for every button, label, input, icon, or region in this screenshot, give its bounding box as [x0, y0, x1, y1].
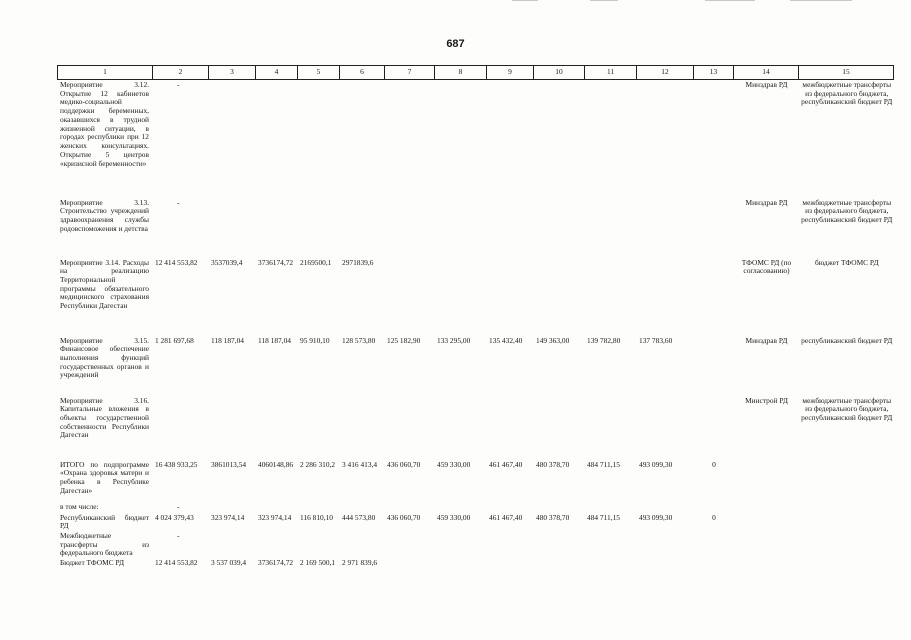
column-header-13: 13 [694, 66, 734, 80]
value-cell: 2169500,1 [300, 257, 332, 267]
value-cell: 4060148,86 [258, 459, 294, 469]
value-cell [298, 531, 340, 558]
value-cell [435, 558, 487, 574]
funding-source: межбюджетные трансферты из федерального бюджета, республиканский бюджет РД [801, 80, 893, 107]
value-cell [694, 531, 734, 558]
value-cell: 3861013,54 [211, 459, 247, 469]
value-cell: 16 438 933,25 [155, 459, 198, 469]
value-cell [209, 198, 256, 258]
table-row [58, 198, 894, 258]
value-cell [694, 80, 734, 198]
value-cell [340, 198, 385, 258]
row-name: Межбюджетные трансферты из федерального бюджета [60, 530, 149, 558]
value-cell [487, 502, 534, 513]
column-header-8: 8 [435, 66, 487, 80]
value-cell [298, 198, 340, 258]
value-cell: 480 378,70 [536, 459, 570, 469]
value-cell [298, 80, 340, 198]
value-cell [487, 198, 534, 258]
column-header-15: 15 [799, 66, 894, 80]
funding-source: межбюджетные трансферты из федерального бюджета, республиканский бюджет РД [801, 197, 893, 224]
responsible-org [734, 513, 799, 531]
scan-artifact-line [705, 0, 755, 1]
responsible-org: Минздрав РД [745, 80, 788, 89]
table-row [58, 80, 894, 198]
column-header-10: 10 [534, 66, 585, 80]
value-cell [637, 531, 694, 558]
value-cell [694, 336, 734, 396]
value-cell: 12 414 553,82 [155, 558, 198, 568]
table-row [58, 502, 894, 513]
responsible-org [734, 502, 799, 513]
value-cell [298, 396, 340, 460]
value-cell [435, 258, 487, 336]
column-header-2: 2 [153, 66, 209, 80]
value-cell: 95 910,10 [300, 335, 330, 345]
value-cell [209, 80, 256, 198]
funding-source [799, 558, 894, 574]
value-cell: 493 099,30 [639, 512, 673, 522]
responsible-org: Минздрав РД [745, 197, 788, 207]
table-row [58, 513, 894, 531]
value-cell: 461 467,40 [489, 459, 523, 469]
value-cell: 2971839,6 [342, 257, 374, 267]
value-cell: 118 187,04 [258, 335, 291, 345]
funding-source [799, 531, 894, 558]
value-cell: 133 295,00 [437, 335, 471, 345]
value-cell [694, 198, 734, 258]
column-header-5: 5 [298, 66, 340, 80]
value-cell [487, 80, 534, 198]
value-cell [585, 258, 637, 336]
row-name: Мероприятие 3.15. Финансовое обеспечение выполнения функций государственных органов и учреждений [60, 335, 149, 380]
value-cell: 436 060,70 [387, 512, 421, 522]
row-name: ИТОГО по подпрограмме «Охрана здоровья матери и ребенка в Республике Дагестан» [60, 459, 149, 495]
value-cell [585, 531, 637, 558]
value-cell [435, 502, 487, 513]
value-cell: 436 060,70 [387, 459, 421, 469]
value-cell [487, 396, 534, 460]
column-header-6: 6 [340, 66, 385, 80]
responsible-org [734, 460, 799, 502]
value-cell [534, 531, 585, 558]
dash-mark: - [177, 501, 180, 511]
row-name: в том числе: [60, 501, 99, 511]
value-cell [385, 80, 435, 198]
table-row [58, 558, 894, 574]
value-cell: 323 974,14 [211, 512, 245, 522]
table-row [58, 336, 894, 396]
value-cell [534, 80, 585, 198]
dash-mark: - [177, 530, 180, 540]
value-cell [487, 258, 534, 336]
value-cell [435, 396, 487, 460]
scan-artifact-line [590, 0, 618, 1]
value-cell [385, 198, 435, 258]
value-cell [694, 258, 734, 336]
column-header-12: 12 [637, 66, 694, 80]
value-cell [340, 396, 385, 460]
value-cell: 0 [712, 512, 716, 522]
value-cell [435, 531, 487, 558]
value-cell: 3736174,72 [258, 558, 294, 568]
funding-source [799, 513, 894, 531]
funding-source: межбюджетные трансферты из федерального бюджета, республиканский бюджет РД [801, 395, 893, 422]
dash-mark: - [177, 197, 180, 207]
page-number: 687 [446, 38, 465, 50]
value-cell: 444 573,80 [342, 512, 376, 522]
row-name: Республиканский бюджет РД [60, 512, 149, 531]
responsible-org: Минздрав РД [745, 335, 788, 345]
value-cell [487, 558, 534, 574]
value-cell [585, 502, 637, 513]
value-cell: 461 467,40 [489, 512, 523, 522]
row-name: Мероприятие 3.16. Капитальные вложения в объекты государственной собственности Республики Дагестан [60, 395, 149, 440]
funding-source: бюджет ТФОМС РД [814, 257, 879, 267]
value-cell [534, 198, 585, 258]
column-header-11: 11 [585, 66, 637, 80]
value-cell [385, 396, 435, 460]
table-row [58, 460, 894, 502]
budget-table [57, 65, 894, 574]
value-cell: 4 024 379,43 [155, 512, 194, 522]
responsible-org [734, 531, 799, 558]
responsible-org: Минстрой РД [745, 395, 788, 405]
value-cell [153, 502, 209, 513]
value-cell [435, 80, 487, 198]
value-cell [534, 558, 585, 574]
column-header-3: 3 [209, 66, 256, 80]
value-cell: 323 974,14 [258, 512, 292, 522]
value-cell [209, 502, 256, 513]
value-cell [534, 502, 585, 513]
value-cell [534, 258, 585, 336]
scan-artifact-line [790, 0, 852, 1]
value-cell: 2 286 310,2 [300, 459, 336, 469]
value-cell [694, 396, 734, 460]
value-cell [637, 502, 694, 513]
responsible-org [734, 558, 799, 574]
value-cell [637, 396, 694, 460]
value-cell: 0 [712, 459, 716, 469]
value-cell [340, 531, 385, 558]
value-cell: 12 414 553,82 [155, 257, 198, 267]
value-cell [340, 80, 385, 198]
value-cell: 3 416 413,4 [342, 459, 378, 469]
column-header-14: 14 [734, 66, 799, 80]
value-cell [209, 396, 256, 460]
value-cell: 135 432,40 [489, 335, 523, 345]
value-cell [585, 198, 637, 258]
value-cell [256, 198, 298, 258]
row-name: Мероприятие 3.13. Строительство учреждений здравоохранения службы родовспоможения и детства [60, 197, 149, 233]
value-cell: 493 099,30 [639, 459, 673, 469]
value-cell: 118 187,04 [211, 335, 244, 345]
value-cell: 128 573,80 [342, 335, 376, 345]
value-cell: 484 711,15 [587, 459, 620, 469]
value-cell [385, 531, 435, 558]
value-cell [153, 531, 209, 558]
value-cell: 3 537 039,4 [211, 558, 247, 568]
funding-source [799, 502, 894, 513]
funding-source [799, 460, 894, 502]
value-cell [435, 198, 487, 258]
value-cell: 480 378,70 [536, 512, 570, 522]
row-name: Бюджет ТФОМС РД [60, 558, 125, 568]
value-cell [298, 502, 340, 513]
value-cell [585, 80, 637, 198]
value-cell: 459 330,00 [437, 459, 471, 469]
table-row [58, 258, 894, 336]
column-header-4: 4 [256, 66, 298, 80]
value-cell [585, 558, 637, 574]
value-cell [534, 396, 585, 460]
value-cell [694, 502, 734, 513]
value-cell: 3537039,4 [211, 257, 243, 267]
value-cell: 2 169 500,1 [300, 558, 336, 568]
value-cell: 149 363,00 [536, 335, 570, 345]
value-cell [256, 80, 298, 198]
scan-artifact-line [512, 0, 538, 1]
value-cell [585, 396, 637, 460]
value-cell [385, 558, 435, 574]
value-cell [256, 502, 298, 513]
funding-source: республиканский бюджет РД [801, 335, 893, 345]
value-cell [256, 531, 298, 558]
value-cell [385, 502, 435, 513]
value-cell: 116 810,10 [300, 512, 333, 522]
value-cell [637, 558, 694, 574]
value-cell: 1 281 697,68 [155, 335, 194, 345]
value-cell [637, 80, 694, 198]
value-cell: 125 182,90 [387, 335, 421, 345]
value-cell [487, 531, 534, 558]
value-cell: 459 330,00 [437, 512, 471, 522]
value-cell: 137 783,60 [639, 335, 673, 345]
value-cell: 2 971 839,6 [342, 558, 378, 568]
table-row [58, 531, 894, 558]
value-cell: 484 711,15 [587, 512, 620, 522]
value-cell [694, 558, 734, 574]
table-row [58, 396, 894, 460]
value-cell [637, 258, 694, 336]
value-cell [153, 80, 209, 198]
column-number-row [58, 66, 894, 80]
value-cell [256, 396, 298, 460]
dash-mark: - [177, 80, 180, 89]
value-cell [637, 198, 694, 258]
value-cell [385, 258, 435, 336]
value-cell: 3736174,72 [258, 257, 294, 267]
value-cell [209, 531, 256, 558]
value-cell [153, 198, 209, 258]
value-cell [153, 396, 209, 460]
value-cell: 139 782,80 [587, 335, 621, 345]
column-header-7: 7 [385, 66, 435, 80]
value-cell [340, 502, 385, 513]
column-header-1: 1 [58, 66, 153, 80]
responsible-org: ТФОМС РД (по согласованию) [741, 257, 792, 276]
row-name: Мероприятие 3.14. Расходы на реализацию Территориальной программы обязательного медицинского страхования Республики Дагестан [60, 257, 149, 311]
row-name: Мероприятие 3.12. Открытие 12 кабинетов медико-социальной поддержки беременных, оказавшихся в трудной жизненной ситуации, в городах республики при 12 женских консультациях. Открытие 5 центров «кризисной беременности» [60, 80, 149, 168]
column-header-9: 9 [487, 66, 534, 80]
